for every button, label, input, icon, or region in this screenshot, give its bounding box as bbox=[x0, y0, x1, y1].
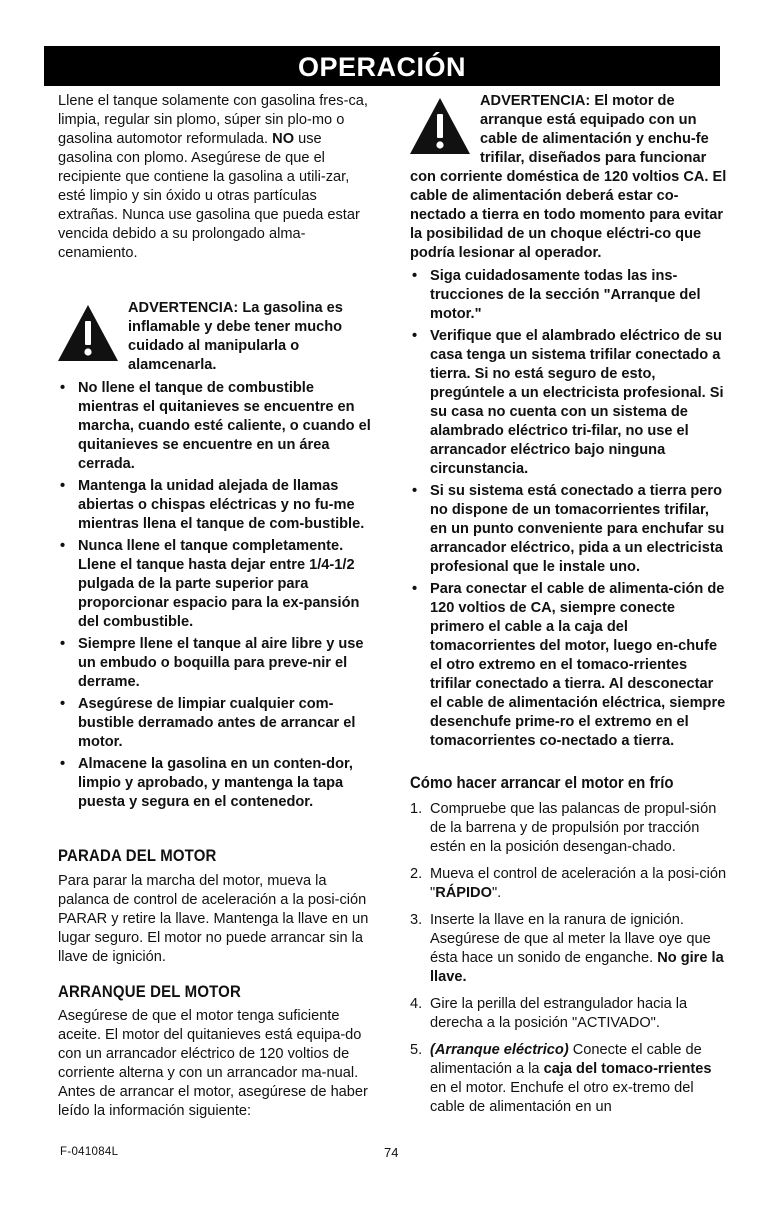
list-item: • Asegúrese de limpiar cualquier com-bustible derramado antes de arrancar el motor. bbox=[60, 696, 356, 750]
list-item-text: Siempre llene el tanque al aire libre y use un embudo o boquilla para preve-nir el derrame. bbox=[78, 636, 364, 690]
warning-triangle-icon bbox=[408, 96, 472, 156]
step-text: Gire la perilla del estrangulador hacia la derecha a la posición "ACTIVADO". bbox=[430, 996, 688, 1031]
electric-warning bbox=[410, 92, 728, 263]
list-item-text: Almacene la gasolina en un conten-dor, limpio y aprobado, y mantenga la tapa puesta y segura en el contenedor. bbox=[78, 756, 353, 810]
step-number: 5. bbox=[410, 1042, 423, 1058]
gasoline-warning bbox=[58, 299, 375, 375]
fuel-safety-list bbox=[58, 379, 375, 812]
step-item bbox=[410, 911, 728, 987]
cold-start-steps bbox=[410, 800, 728, 1117]
step-number: 1. bbox=[410, 801, 423, 817]
step-item bbox=[410, 865, 728, 903]
cold-start-heading: Cómo hacer arrancar el motor en frío bbox=[410, 773, 674, 792]
electric-safety-list bbox=[410, 267, 728, 751]
list-item-text: Asegúrese de limpiar cualquier com-bustible derramado antes de arrancar el motor. bbox=[78, 696, 356, 750]
banner-title: OPERACIÓN bbox=[297, 52, 467, 82]
step-number: 3. bbox=[410, 912, 423, 928]
arranque-heading: ARRANQUE DEL MOTOR bbox=[58, 982, 241, 1001]
fuel-intro-text: Llene el tanque solamente con gasolina fres-ca, limpia, regular sin plomo, súper sin plo-mo o gasolina automotor reformulada. bbox=[58, 93, 368, 147]
step-text-italic: (Arranque eléctrico) bbox=[430, 1042, 569, 1058]
list-item: • Para conectar el cable de alimenta-ción de 120 voltios de CA, siempre conecte primero el cable a la caja del tomacorrientes del motor, luego en-chufe el otro extremo en el tomaco-rrientes trifilar conectado a tierra. Al desconectar el cable de alimentación eléctrica, siempre desenchufe prime-ro el extremo en el tomacorrientes co-nectado a tierra. bbox=[412, 581, 726, 749]
arranque-text: Asegúrese de que el motor tenga suficiente aceite. El motor del quitanieves está equipa-do con un arrancador eléctrico de 120 voltios de corriente alterna y con un arrancador ma-nual. Antes de arrancar el motor, asegúrese de haber leído la información siguiente: bbox=[58, 1008, 368, 1119]
list-item: • Mantenga la unidad alejada de llamas abiertas o chispas eléctricas y no fu-me mientras llena el tanque de com-bustible. bbox=[60, 478, 365, 532]
step-number: 2. bbox=[410, 866, 423, 882]
list-item: • Siga cuidadosamente todas las ins-trucciones de la sección "Arranque del motor." bbox=[412, 268, 701, 322]
step-text: Compruebe que las palancas de propul-sión de la barrena y de propulsión por tracción estén en la posición desengan-chado. bbox=[430, 801, 717, 855]
list-item: • Almacene la gasolina en un conten-dor, limpio y aprobado, y mantenga la tapa puesta y segura en el contenedor. bbox=[60, 756, 353, 810]
list-item: • Verifique que el alambrado eléctrico de su casa tenga un sistema trifilar conectado a tierra. Si no está seguro de esto, pregúntele a un electricista profesional. Si su casa no cuenta con un sistema de alambrado eléctrico tri-filar, no use el arrancador eléctrico bajo ninguna circunstancia. bbox=[412, 328, 724, 477]
list-item-text: Siga cuidadosamente todas las ins-trucciones de la sección "Arranque del motor." bbox=[430, 268, 701, 322]
list-item: • Si su sistema está conectado a tierra pero no dispone de un tomacorrientes trifilar, en un punto conveniente para enchufar su arrancador eléctrico, pida a un electricista profesional que le instale uno. bbox=[412, 483, 725, 575]
list-item-text: Para conectar el cable de alimenta-ción de 120 voltios de CA, siempre conecte primero el cable a la caja del tomacorrientes del motor, luego en-chufe el otro extremo en el tomaco-rrientes trifilar conectado a tierra. Al desconectar el cable de alimentación eléctrica, siempre desenchufe prime-ro el extremo en el tomacorrientes co-nectado a tierra. bbox=[430, 581, 726, 749]
step-text: Conecte el cable de alimentación a la bbox=[430, 1042, 702, 1077]
step-text-bold: No gire la llave. bbox=[430, 950, 724, 985]
page-number: 74 bbox=[384, 1145, 399, 1160]
list-item-text: Nunca llene el tanque completamente. Llene el tanque hasta dejar entre 1/4-1/2 pulgada de la parte superior para proporcionar espacio para la ex-pansión del combustible. bbox=[78, 538, 360, 630]
parada-heading: PARADA DEL MOTOR bbox=[58, 846, 217, 865]
parada-text: Para parar la marcha del motor, mueva la palanca de control de aceleración a la posi-ción PARAR y retire la llave. Mantenga la llave en un lugar seguro. El motor no puede arrancar sin la llave de ignición. bbox=[58, 873, 369, 965]
document-code: F-041084L bbox=[60, 1146, 119, 1158]
left-column bbox=[58, 92, 375, 1121]
step-item bbox=[410, 995, 728, 1033]
list-item: • Siempre llene el tanque al aire libre y use un embudo o boquilla para preve-nir el derrame. bbox=[60, 636, 364, 690]
right-column bbox=[410, 92, 728, 1125]
fuel-intro-bold: NO bbox=[272, 131, 295, 147]
step-text: Mueva el control de aceleración a la posi-ción " bbox=[430, 866, 727, 901]
list-item: • No llene el tanque de combustible mientras el quitanieves se encuentre en marcha, cuando esté caliente, o cuando el quitanieves se encuentre en un área cerrada. bbox=[60, 380, 371, 472]
electric-warning-text: ADVERTENCIA: El motor de arranque está equipado con un cable de alimentación y enchu-fe trifilar, diseñados para funcionar con corriente doméstica de 120 voltios CA. El cable de alimentación deberá estar co-nectado a tierra en todo momento para evitar la posibilidad de un choque eléctri-co que podría lesionar al operador. bbox=[410, 93, 727, 261]
gasoline-warning-text: ADVERTENCIA: La gasolina es inflamable y debe tener mucho cuidado al manipularla o alamcenarla. bbox=[128, 300, 343, 373]
fuel-intro bbox=[58, 92, 375, 263]
warning-triangle-icon bbox=[56, 303, 120, 363]
step-item bbox=[410, 1041, 728, 1117]
step-text-end: en el motor. Enchufe el otro ex-tremo del cable de alimentación en un bbox=[430, 1080, 694, 1115]
list-item-text: Si su sistema está conectado a tierra pero no dispone de un tomacorrientes trifilar, en un punto conveniente para enchufar su arrancador eléctrico, pida a un electricista profesional que le instale uno. bbox=[430, 483, 725, 575]
step-text-end: ". bbox=[491, 885, 502, 901]
step-text-bold: caja del tomaco-rrientes bbox=[543, 1061, 712, 1077]
step-number: 4. bbox=[410, 996, 423, 1012]
step-text-bold: RÁPIDO bbox=[435, 885, 492, 901]
list-item-text: Mantenga la unidad alejada de llamas abiertas o chispas eléctricas y no fu-me mientras llena el tanque de com-bustible. bbox=[78, 478, 365, 532]
list-item-text: Verifique que el alambrado eléctrico de su casa tenga un sistema trifilar conectado a tierra. Si no está seguro de esto, pregúntele a un electricista profesional. Si su casa no cuenta con un sistema de alambrado eléctrico tri-filar, no use el arrancador eléctrico bajo ninguna circunstancia. bbox=[430, 328, 724, 477]
step-text: Inserte la llave en la ranura de ignición. Asegúrese de que al meter la llave oye que ésta hace un sonido de enganche. bbox=[430, 912, 711, 966]
fuel-intro-text-2: use gasolina con plomo. Asegúrese de que el recipiente que contiene la gasolina a utili-zar, esté limpio y sin óxido u otras partículas extrañas. Nunca use gasolina que pueda estar vencida debido a su prolongado alma-cenamiento. bbox=[58, 131, 360, 261]
list-item: • Nunca llene el tanque completamente. Llene el tanque hasta dejar entre 1/4-1/2 pulgada de la parte superior para proporcionar espacio para la ex-pansión del combustible. bbox=[60, 538, 360, 630]
step-item bbox=[410, 800, 728, 857]
section-banner bbox=[44, 46, 720, 86]
list-item-text: No llene el tanque de combustible mientras el quitanieves se encuentre en marcha, cuando esté caliente, o cuando el quitanieves se encuentre en un área cerrada. bbox=[78, 380, 371, 472]
